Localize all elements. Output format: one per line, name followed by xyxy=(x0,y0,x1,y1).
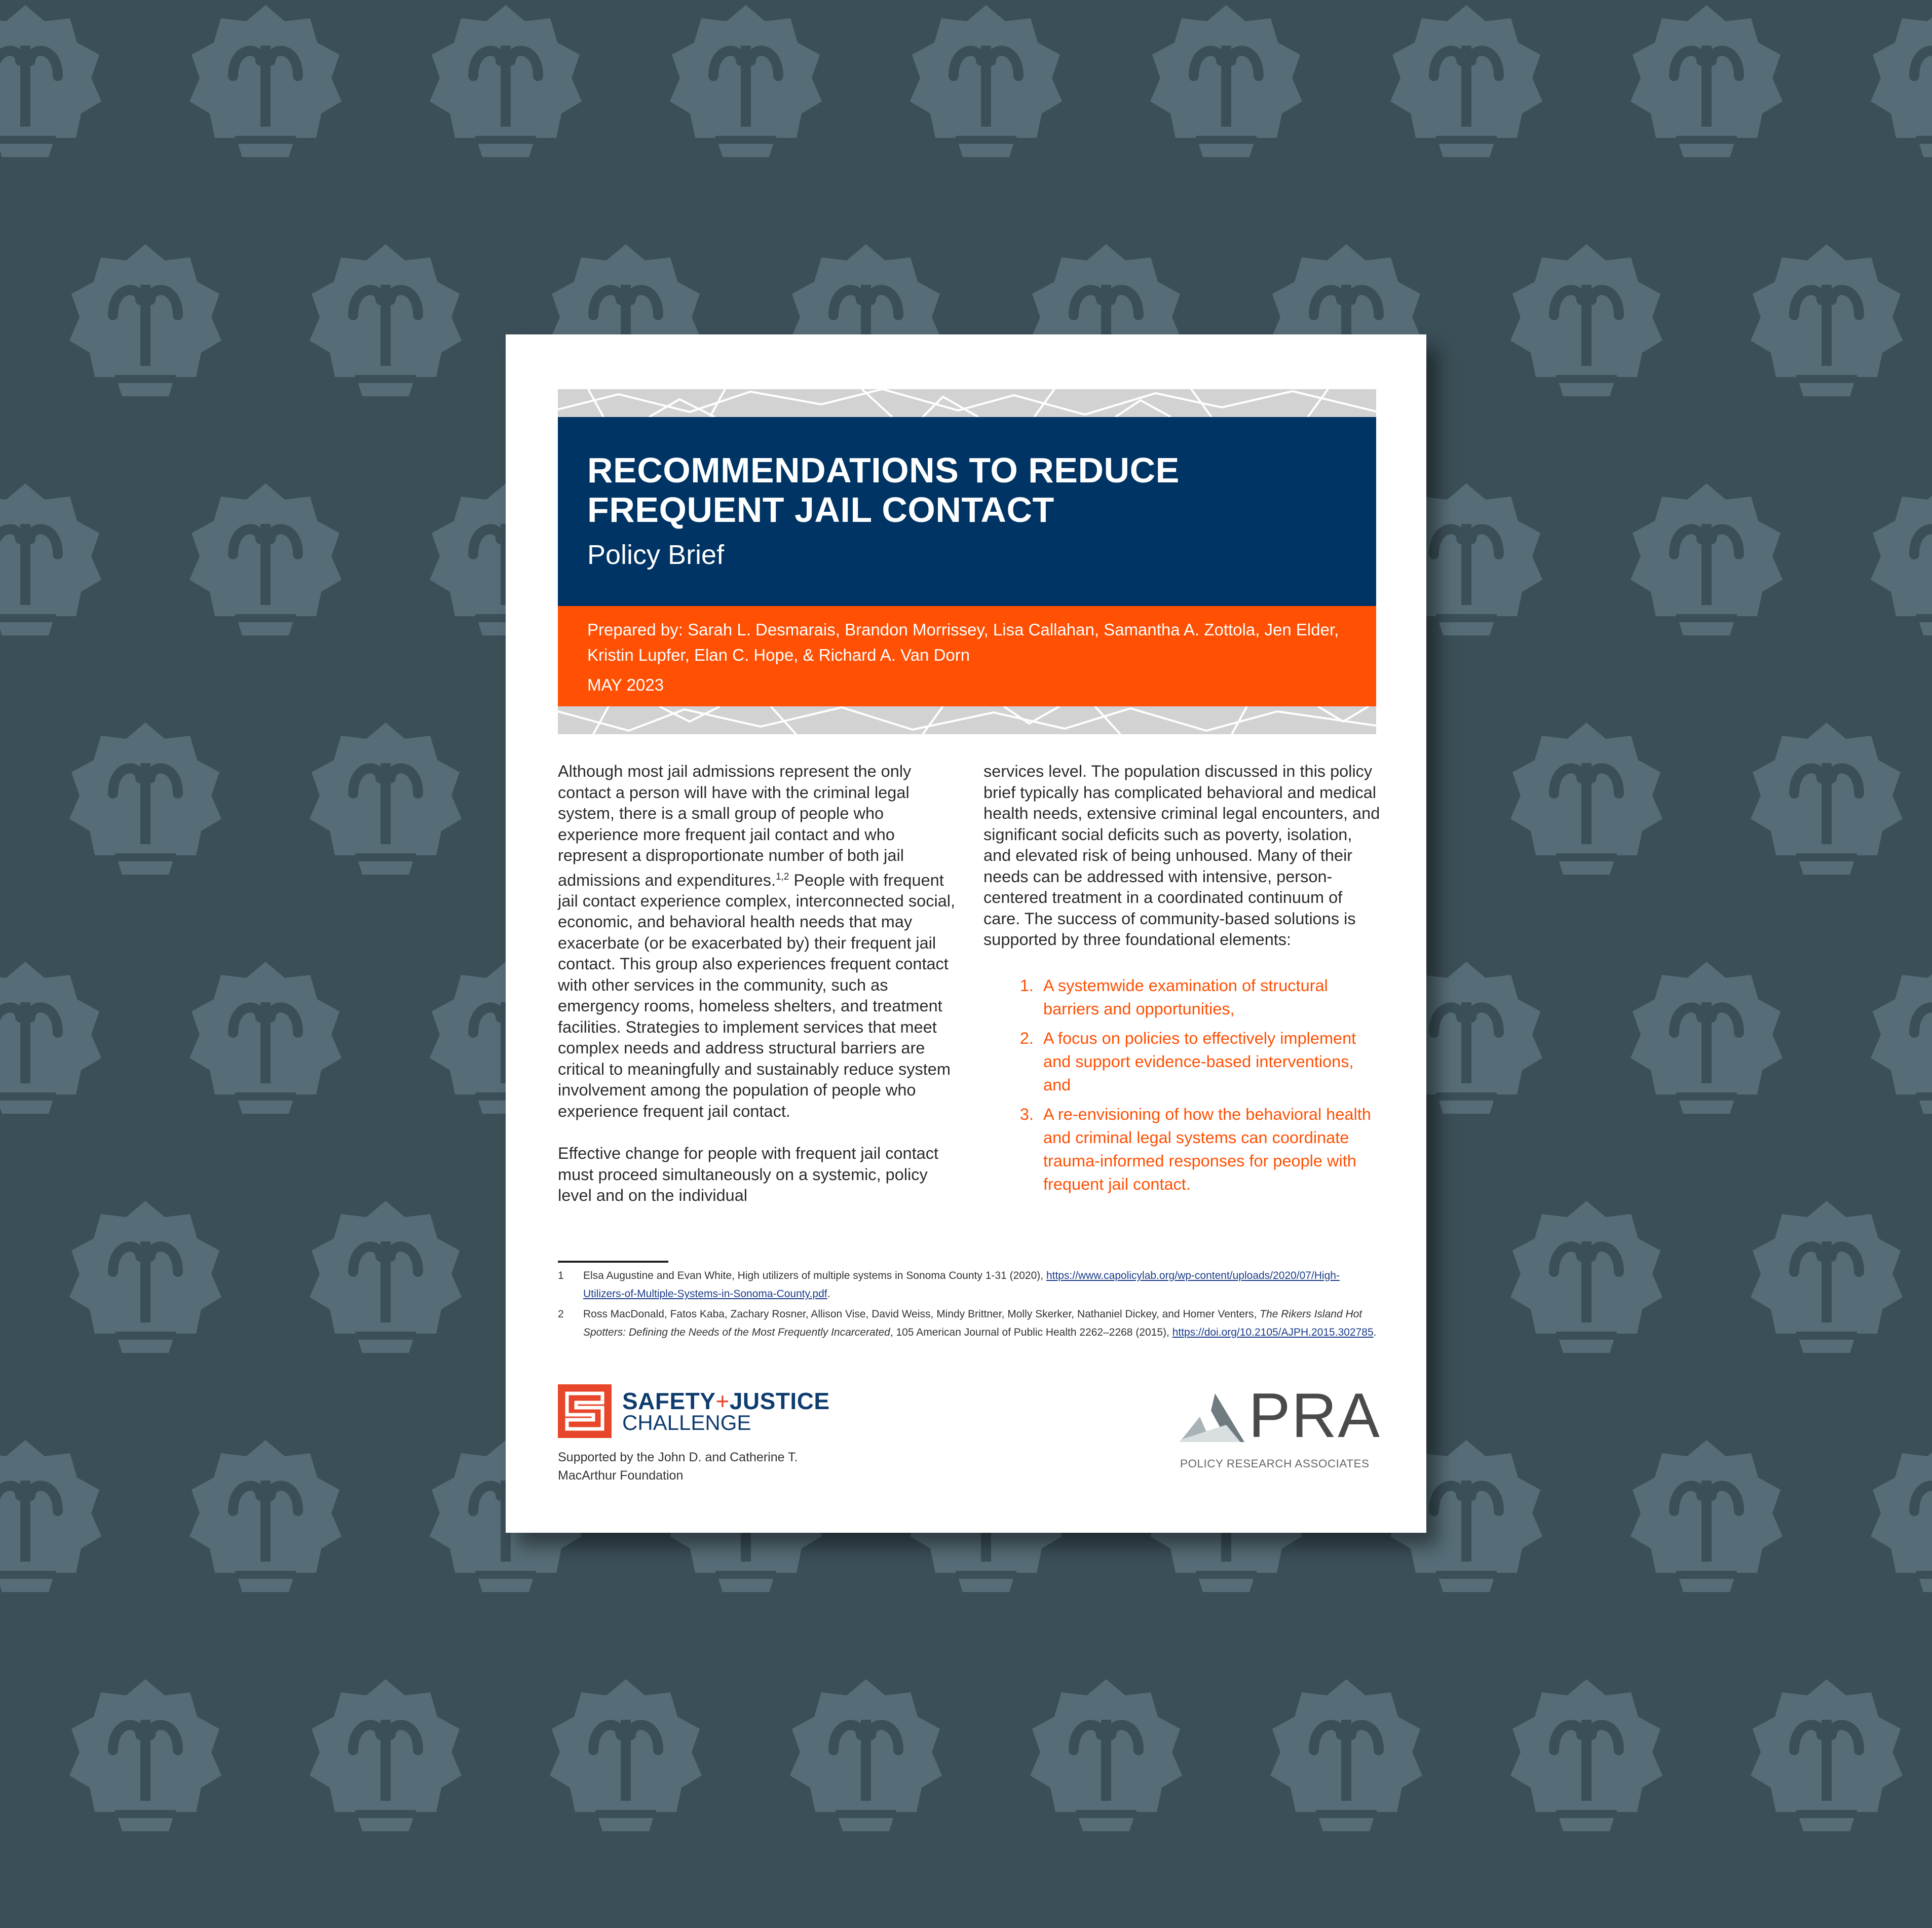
body-column-left xyxy=(558,761,958,1206)
authors-banner xyxy=(558,606,1376,706)
title-line-1: RECOMMENDATIONS TO REDUCE xyxy=(587,450,1180,490)
document-title xyxy=(587,450,1180,530)
document-subtitle: Policy Brief xyxy=(587,540,725,570)
authors-text: Prepared by: Sarah L. Desmarais, Brandon Morrissey, Lisa Callahan, Samantha A. Zottola, Jen Elder, Kristin Lupfer, Elan C. Hope, & Richard A. Van Dorn xyxy=(587,620,1339,664)
foundation-support-text: Supported by the John D. and Catherine T. MacArthur Foundation xyxy=(558,1450,798,1483)
effective-change-paragraph: Effective change for people with frequent jail contact must proceed simultaneously on a systemic, policy level and on the individual xyxy=(558,1144,938,1205)
safety-justice-challenge-logo xyxy=(558,1384,612,1438)
pra-triangle-icon xyxy=(1180,1393,1244,1442)
title-banner xyxy=(558,417,1376,606)
footnote-divider xyxy=(558,1261,668,1263)
intro-paragraph: Although most jail admissions represent the only contact a person will have with the criminal legal system, there is a small group of people who experience more frequent jail contact and who represent a disproportionate number of both jail admissions and expenditures.$^{1,2}$ People with frequent jail contact experience complex, interconnected social, economic, and behavioral health needs that may exacerbate (or be exacerbated by) their frequent jail contact. This group also experiences frequent contact with other services in the community, such as emergency rooms, homeless shelters, and treatment facilities. Strategies to implement services that meet complex needs and address structural barriers are critical to meaningfully and sustainably reduce system involvement among the population of people who experience frequent jail contact. xyxy=(558,762,956,1120)
body-column-right xyxy=(983,761,1381,1202)
policy-brief-page xyxy=(506,334,1426,1533)
pra-wordmark: PRA xyxy=(1248,1381,1381,1451)
list-item: 3. A re-envisioning of how the behavioral health and criminal legal systems can coordinate trauma-informed responses for people with frequent jail contact. xyxy=(1038,1103,1381,1196)
footnote-1-link[interactable]: https://www.capolicylab.org/wp-content/uploads/2020/07/High-Utilizers-of-Multiple-Systems-in-Sonoma-County.pdf xyxy=(583,1270,1340,1300)
sjc-name-line2: CHALLENGE xyxy=(622,1411,751,1434)
list-item: 1. A systemwide examination of structural barriers and opportunities, xyxy=(1038,974,1381,1020)
needs-paragraph: People with frequent jail contact experience complex, interconnected social, economic, and behavioral health needs that may exacerbate (or be exacerbated by) their frequent jail contact. This group also experiences frequent contact with other services in the community, such as emergency rooms, homeless shelters, and treatment facilities. Strategies to implement services that meet complex needs and address structural barriers are critical to meaningfully and sustainably reduce system involvement among the population of people who experience frequent jail contact. xyxy=(558,871,956,1120)
title-line-2: FREQUENT JAIL CONTACT xyxy=(587,490,1054,530)
footnote-1: 1 Elsa Augustine and Evan White, High utilizers of multiple systems in Sonoma County 1-31 (2020), https://www.capolicylab.org/wp-content/uploads/2020/07/High-Utilizers-of-Multiple-Systems-in-Sonoma-County.pdf. xyxy=(558,1270,1340,1300)
footnote-ref: 1,2 xyxy=(775,871,789,882)
publication-date: MAY 2023 xyxy=(587,675,664,694)
footnote-2-link[interactable]: https://doi.org/10.2105/AJPH.2015.302785 xyxy=(1172,1327,1374,1338)
list-item: 2. A focus on policies to effectively implement and support evidence-based interventions, and xyxy=(1038,1027,1381,1097)
sjc-name: SAFETY+JUSTICE xyxy=(622,1388,830,1414)
map-banner-bottom xyxy=(558,706,1376,734)
population-paragraph: services level. The population discussed in this policy brief typically has complicated behavioral and medical health needs, extensive criminal legal encounters, and significant social deficits such as poverty, isolation, and elevated risk of being unhoused. Many of their needs can be addressed with intensive, person-centered treatment in a coordinated continuum of care. The success of community-based solutions is supported by three foundational elements: xyxy=(983,762,1380,949)
footnote-2: 2 Ross MacDonald, Fatos Kaba, Zachary Rosner, Allison Vise, David Weiss, Mindy Brittner, Molly Skerker, Nathaniel Dickey, and Homer Venters, The Rikers Island Hot Spotters: Defining the Needs of the Most Frequently Incarcerated, 105 American Journal of Public Health 2262–2268 (2015), https://doi.org/10.2105/AJPH.2015.302785. xyxy=(558,1308,1377,1338)
map-banner-top xyxy=(558,389,1376,417)
pra-subtitle: POLICY RESEARCH ASSOCIATES xyxy=(1180,1457,1370,1470)
foundational-elements-list xyxy=(983,974,1381,1196)
